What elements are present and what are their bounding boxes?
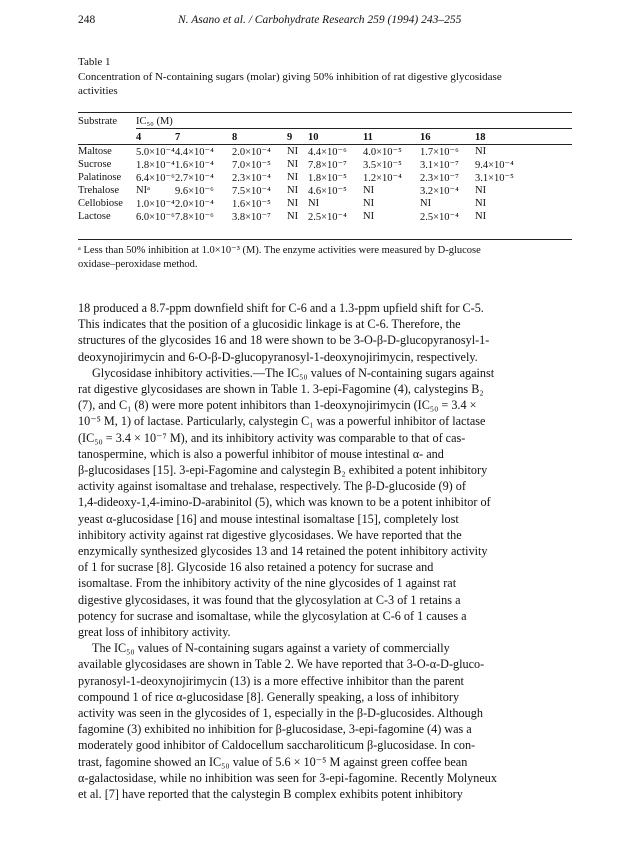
value-cell: 4.4×10⁻⁴ <box>175 146 214 158</box>
table-caption-line: activities <box>78 85 118 97</box>
table-label: Table 1 <box>78 56 111 68</box>
value-cell: NI <box>308 198 320 209</box>
value-cell: 1.6×10⁻⁴ <box>175 159 214 171</box>
running-title: N. Asano et al. / Carbohydrate Research 259 (1994) 243–255 <box>178 14 462 26</box>
compound-header: 4 <box>136 131 142 143</box>
substrate-cell: Cellobiose <box>78 198 123 209</box>
text-line: yeast α-glucosidase [16] and mouse intestinal isomaltase [15], completely lost <box>78 511 459 526</box>
table-caption <box>78 70 578 98</box>
text-line: isomaltase. From the inhibitory activity of the nine glycosides of 1 against rat <box>78 576 457 591</box>
table-bottom-rule <box>78 239 572 240</box>
value-cell: 9.6×10⁻⁶ <box>175 185 214 197</box>
table-caption-line: Concentration of N-containing sugars (molar) giving 50% inhibition of rat digestive glycosidase <box>78 71 502 83</box>
value-cell: 3.8×10⁻⁷ <box>232 211 271 223</box>
substrate-cell: Sucrose <box>78 159 112 170</box>
value-cell: 2.3×10⁻⁷ <box>420 172 459 184</box>
text-line: moderately good inhibitor of Caldocellum saccharoliticum β-glucosidase. In con- <box>78 738 476 753</box>
value-cell: 3.1×10⁻⁷ <box>420 159 459 171</box>
text-line: available glycosidases are shown in Table 2. We have reported that 3-O-α-D-gluco- <box>78 657 485 672</box>
text-line: et al. [7] have reported that the calystegin B complex exhibits potent inhibitory <box>78 787 463 802</box>
value-cell: 1.2×10⁻⁴ <box>363 172 402 184</box>
substrate-cell: Maltose <box>78 146 112 157</box>
text-line: 10⁻⁵ M, 1) of lactase. Particularly, calystegin C₁ was a powerful inhibitor of lactase <box>78 414 486 429</box>
value-cell: 6.4×10⁻⁶ <box>136 172 175 184</box>
substrate-cell: Palatinose <box>78 172 122 183</box>
value-cell: 2.0×10⁻⁴ <box>232 146 271 158</box>
value-cell: 4.6×10⁻⁵ <box>308 185 347 197</box>
value-cell: 2.3×10⁻⁴ <box>232 172 271 184</box>
compound-header: 7 <box>175 131 181 143</box>
text-line: This indicates that the position of a glucosidic linkage is at C-6. Therefore, the <box>78 317 461 332</box>
value-cell: 3.1×10⁻⁵ <box>475 172 514 184</box>
table-compound-header-row <box>78 129 572 145</box>
value-cell: 2.5×10⁻⁴ <box>420 211 459 223</box>
value-cell: 1.7×10⁻⁶ <box>420 146 459 158</box>
text-line: (7), and C₁ (8) were more potent inhibitors than 1-deoxynojirimycin (IC₅₀ = 3.4 × <box>78 398 477 413</box>
value-cell: 4.0×10⁻⁵ <box>363 146 402 158</box>
text-line: deoxynojirimycin and 6-O-β-D-glucopyranosyl-1-deoxynojirimycin, respectively. <box>78 349 478 364</box>
text-line: Glycosidase inhibitory activities.—The IC₅₀ values of N-containing sugars against <box>92 365 495 380</box>
text-line: tanospermine, which is also a powerful inhibitor of mouse intestinal α- and <box>78 446 444 461</box>
compound-header: 8 <box>232 131 238 143</box>
value-cell: 1.8×10⁻⁴ <box>136 159 175 171</box>
table-footnote <box>78 244 574 272</box>
text-line: 1,4-dideoxy-1,4-imino-D-arabinitol (5), which was known to be a potent inhibitor of <box>78 495 491 510</box>
value-cell: 3.5×10⁻⁵ <box>363 159 402 171</box>
table-group-header-row <box>78 114 572 129</box>
substrate-cell: Trehalose <box>78 185 120 196</box>
compound-header: 16 <box>420 131 431 143</box>
table-row <box>78 158 572 171</box>
text-line: α-galactosidase, while no inhibition was seen for 3-epi-fagomine. Recently Molyneux <box>78 770 497 785</box>
table-row <box>78 184 572 197</box>
body-text <box>78 300 574 802</box>
page-number: 248 <box>78 14 96 26</box>
value-cell: 7.5×10⁻⁴ <box>232 185 271 197</box>
value-cell: 2.0×10⁻⁴ <box>175 198 214 210</box>
value-cell: 6.0×10⁻⁶ <box>136 211 175 223</box>
value-cell: NI <box>363 211 375 222</box>
text-line: 18 produced a 8.7-ppm downfield shift for C-6 and a 1.3-ppm upfield shift for C-5. <box>78 301 484 315</box>
value-cell: NI <box>420 198 432 209</box>
text-line: compound 1 of rice α-glucosidase [8]. Generally speaking, a loss of inhibitory <box>78 689 460 704</box>
table-row <box>78 197 572 210</box>
value-cell: NI <box>363 185 375 196</box>
footnote-line: ᵃ Less than 50% inhibition at 1.0×10⁻³ (M). The enzyme activities were measured by D-glucose <box>78 245 481 256</box>
compound-header: 9 <box>287 131 293 143</box>
table-row <box>78 210 572 223</box>
compound-header: 10 <box>308 131 319 143</box>
text-line: The IC₅₀ values of N-containing sugars against a variety of commercially <box>92 641 450 656</box>
text-line: inhibitory activity against rat digestive glycosidases. We have reported that the <box>78 527 462 542</box>
text-line: enzymically synthesized glycosides 13 and 14 retained the potent inhibitory activity <box>78 544 488 559</box>
value-cell: 7.8×10⁻⁷ <box>308 159 347 171</box>
ic50-table <box>78 114 572 223</box>
text-line: digestive glycosidases, it was found that the glycosylation at C-3 of 1 retains a <box>78 592 461 607</box>
value-cell: NI <box>475 198 487 209</box>
text-line: pyranosyl-1-deoxynojirimycin (13) is a more effective inhibitor than the parent <box>78 673 464 688</box>
text-line: of 1 for sucrase [8]. Glycoside 16 also retained a potency for sucrase and <box>78 560 434 575</box>
value-cell: NI <box>475 211 487 222</box>
table-row <box>78 171 572 184</box>
compound-header: 11 <box>363 131 373 143</box>
text-line: structures of the glycosides 16 and 18 were shown to be 3-O-β-D-glucopyranosyl-1- <box>78 333 490 348</box>
value-cell: NI <box>287 198 299 209</box>
value-cell: NI <box>475 185 487 196</box>
compound-header: 18 <box>475 131 486 143</box>
text-line: activity against isomaltase and trehalase, respectively. The β-D-glucoside (9) of <box>78 479 466 494</box>
value-cell: 1.6×10⁻⁵ <box>232 198 271 210</box>
value-cell: NI <box>287 172 299 183</box>
value-cell: 9.4×10⁻⁴ <box>475 159 514 171</box>
text-line: fagomine (3) exhibited no inhibition for β-glucosidase, 3-epi-fagomine (4) was a <box>78 722 472 737</box>
value-cell: NI <box>287 185 299 196</box>
text-line: activity was seen in the glycosides of 1, especially in the β-D-glucosides. Although <box>78 706 483 721</box>
value-cell: 7.0×10⁻⁵ <box>232 159 271 171</box>
value-cell: NI <box>287 159 299 170</box>
value-cell: 4.4×10⁻⁶ <box>308 146 347 158</box>
value-cell: NI <box>287 211 299 222</box>
text-line: β-glucosidases [15]. 3-epi-Fagomine and calystegin B₂ exhibited a potent inhibitory <box>78 463 488 478</box>
table-row <box>78 145 572 158</box>
ic50-header: IC₅₀ (M) <box>136 116 173 127</box>
value-cell: 7.8×10⁻⁶ <box>175 211 214 223</box>
table-top-rule <box>78 112 572 113</box>
footnote-line: oxidase–peroxidase method. <box>78 259 198 270</box>
substrate-cell: Lactose <box>78 211 111 222</box>
text-line: potency for sucrase and isomaltase, while the glycosylation at C-6 of 1 causes a <box>78 608 467 623</box>
value-cell: 1.8×10⁻⁵ <box>308 172 347 184</box>
value-cell: 3.2×10⁻⁴ <box>420 185 459 197</box>
value-cell: 2.5×10⁻⁴ <box>308 211 347 223</box>
text-line: trast, fagomine showed an IC₅₀ value of 5.6 × 10⁻⁵ M against green coffee bean <box>78 754 468 769</box>
substrate-header: Substrate <box>78 116 118 127</box>
value-cell: NI <box>475 146 487 157</box>
value-cell: 2.7×10⁻⁴ <box>175 172 214 184</box>
text-line: rat digestive glycosidases are shown in Table 1. 3-epi-Fagomine (4), calystegins B₂ <box>78 382 484 397</box>
value-cell: NI <box>363 198 375 209</box>
value-cell: 5.0×10⁻⁴ <box>136 146 175 158</box>
value-cell: 1.0×10⁻⁴ <box>136 198 175 210</box>
value-cell: NIᵃ <box>136 185 150 196</box>
text-line: great loss of inhibitory activity. <box>78 625 231 640</box>
text-line: (IC₅₀ = 3.4 × 10⁻⁷ M), and its inhibitory activity was comparable to that of cas- <box>78 430 466 445</box>
value-cell: NI <box>287 146 299 157</box>
